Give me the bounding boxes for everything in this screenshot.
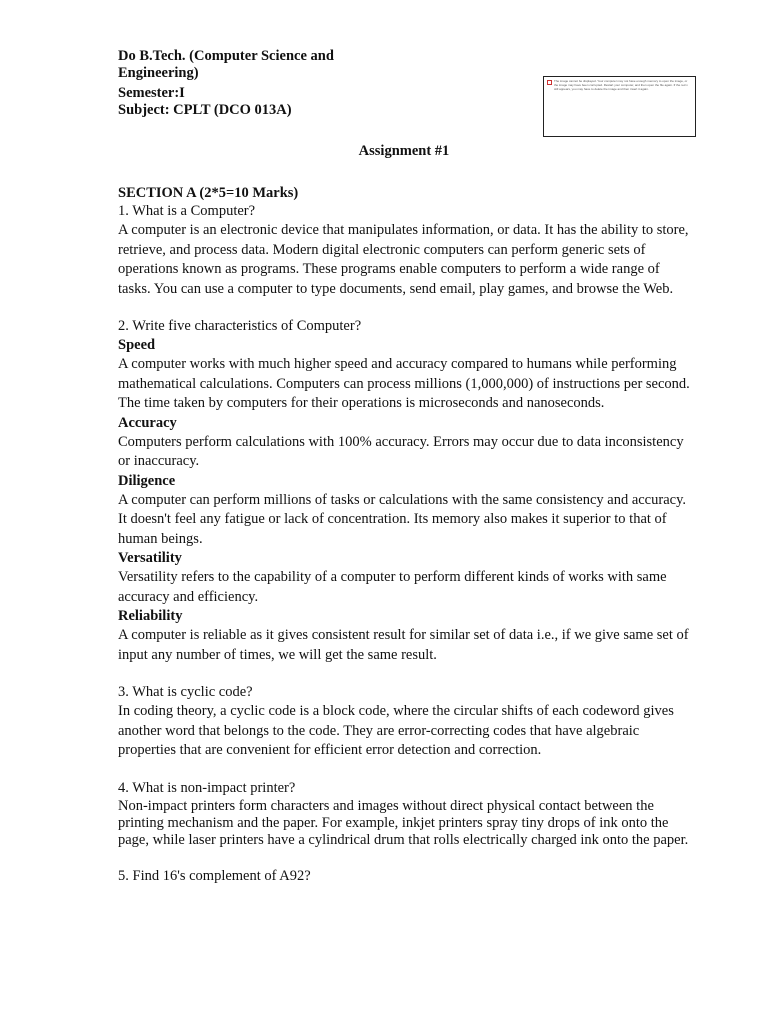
- question-1: 1. What is a Computer?: [118, 203, 256, 219]
- question-5: 5. Find 16's complement of A92?: [118, 867, 311, 884]
- question-4: 4. What is non-impact printer?: [118, 779, 296, 796]
- question-2: 2. Write five characteristics of Computer?: [118, 318, 362, 334]
- characteristic-text: Computers perform calculations with 100% accuracy. Errors may occur due to data inconsistency or inaccuracy.: [118, 433, 684, 469]
- characteristic-heading: Diligence: [118, 472, 176, 489]
- question-3: 3. What is cyclic code?: [118, 684, 253, 700]
- assignment-title: Assignment #1: [358, 143, 450, 159]
- semester: Semester:I: [118, 85, 185, 101]
- answer-4: Non-impact printers form characters and images without direct physical contact between the printing mechanism and the paper. For example, inkjet printers spray tiny drops of ink onto the page, while laser printers have a cylindrical drum that rolls electrically charged ink onto the paper.: [118, 797, 689, 848]
- characteristic-heading: Speed: [118, 337, 156, 353]
- characteristic-text: A computer is reliable as it gives consistent result for similar set of data i.e., if we give same set of input any number of times, we will get the same result.: [118, 627, 689, 663]
- subject: Subject: CPLT (DCO 013A): [118, 102, 292, 118]
- program-title-line2: Engineering): [118, 65, 199, 81]
- answer-1: A computer is an electronic device that manipulates information, or data. It has the ability to store, retrieve, and process data. Modern digital electronic computers can perform generic sets of operations known as programs. These programs enable computers to perform a wide range of tasks. You can use a computer to type documents, send email, play games, and browse the Web.: [118, 222, 689, 297]
- program-title-line1: Do B.Tech. (Computer Science and: [118, 48, 334, 64]
- characteristic-text: A computer can perform millions of tasks or calculations with the same consistency and accuracy. It doesn't feel any fatigue or lack of concentration. Its memory also makes it superior to that of human beings.: [118, 491, 687, 547]
- image-error-message: The image cannot be displayed. Your computer may not have enough memory to open the image, or the image may have been corrupted. Restart your computer, and then open the file again. If the red x still appears, you may have to delete the image and then insert it again.: [554, 79, 688, 91]
- characteristic-heading: Accuracy: [118, 414, 177, 431]
- section-heading: SECTION A (2*5=10 Marks): [118, 185, 299, 201]
- characteristic-heading: Reliability: [118, 608, 183, 624]
- characteristic-text: Versatility refers to the capability of a computer to perform different kinds of works with same accuracy and efficiency.: [118, 569, 667, 605]
- answer-3: In coding theory, a cyclic code is a block code, where the circular shifts of each codeword gives another word that belongs to the code. They are error-correcting codes that have algebraic properties that are convenient for efficient error detection and correction.: [118, 703, 674, 758]
- characteristic-text: A computer works with much higher speed and accuracy compared to humans while performing mathematical calculations. Computers can process millions (1,000,000) of instructions per second. The time taken by computers for their operations is microseconds and nanoseconds.: [118, 356, 690, 411]
- document-page: [118, 48, 690, 886]
- characteristic-heading: Versatility: [118, 550, 182, 566]
